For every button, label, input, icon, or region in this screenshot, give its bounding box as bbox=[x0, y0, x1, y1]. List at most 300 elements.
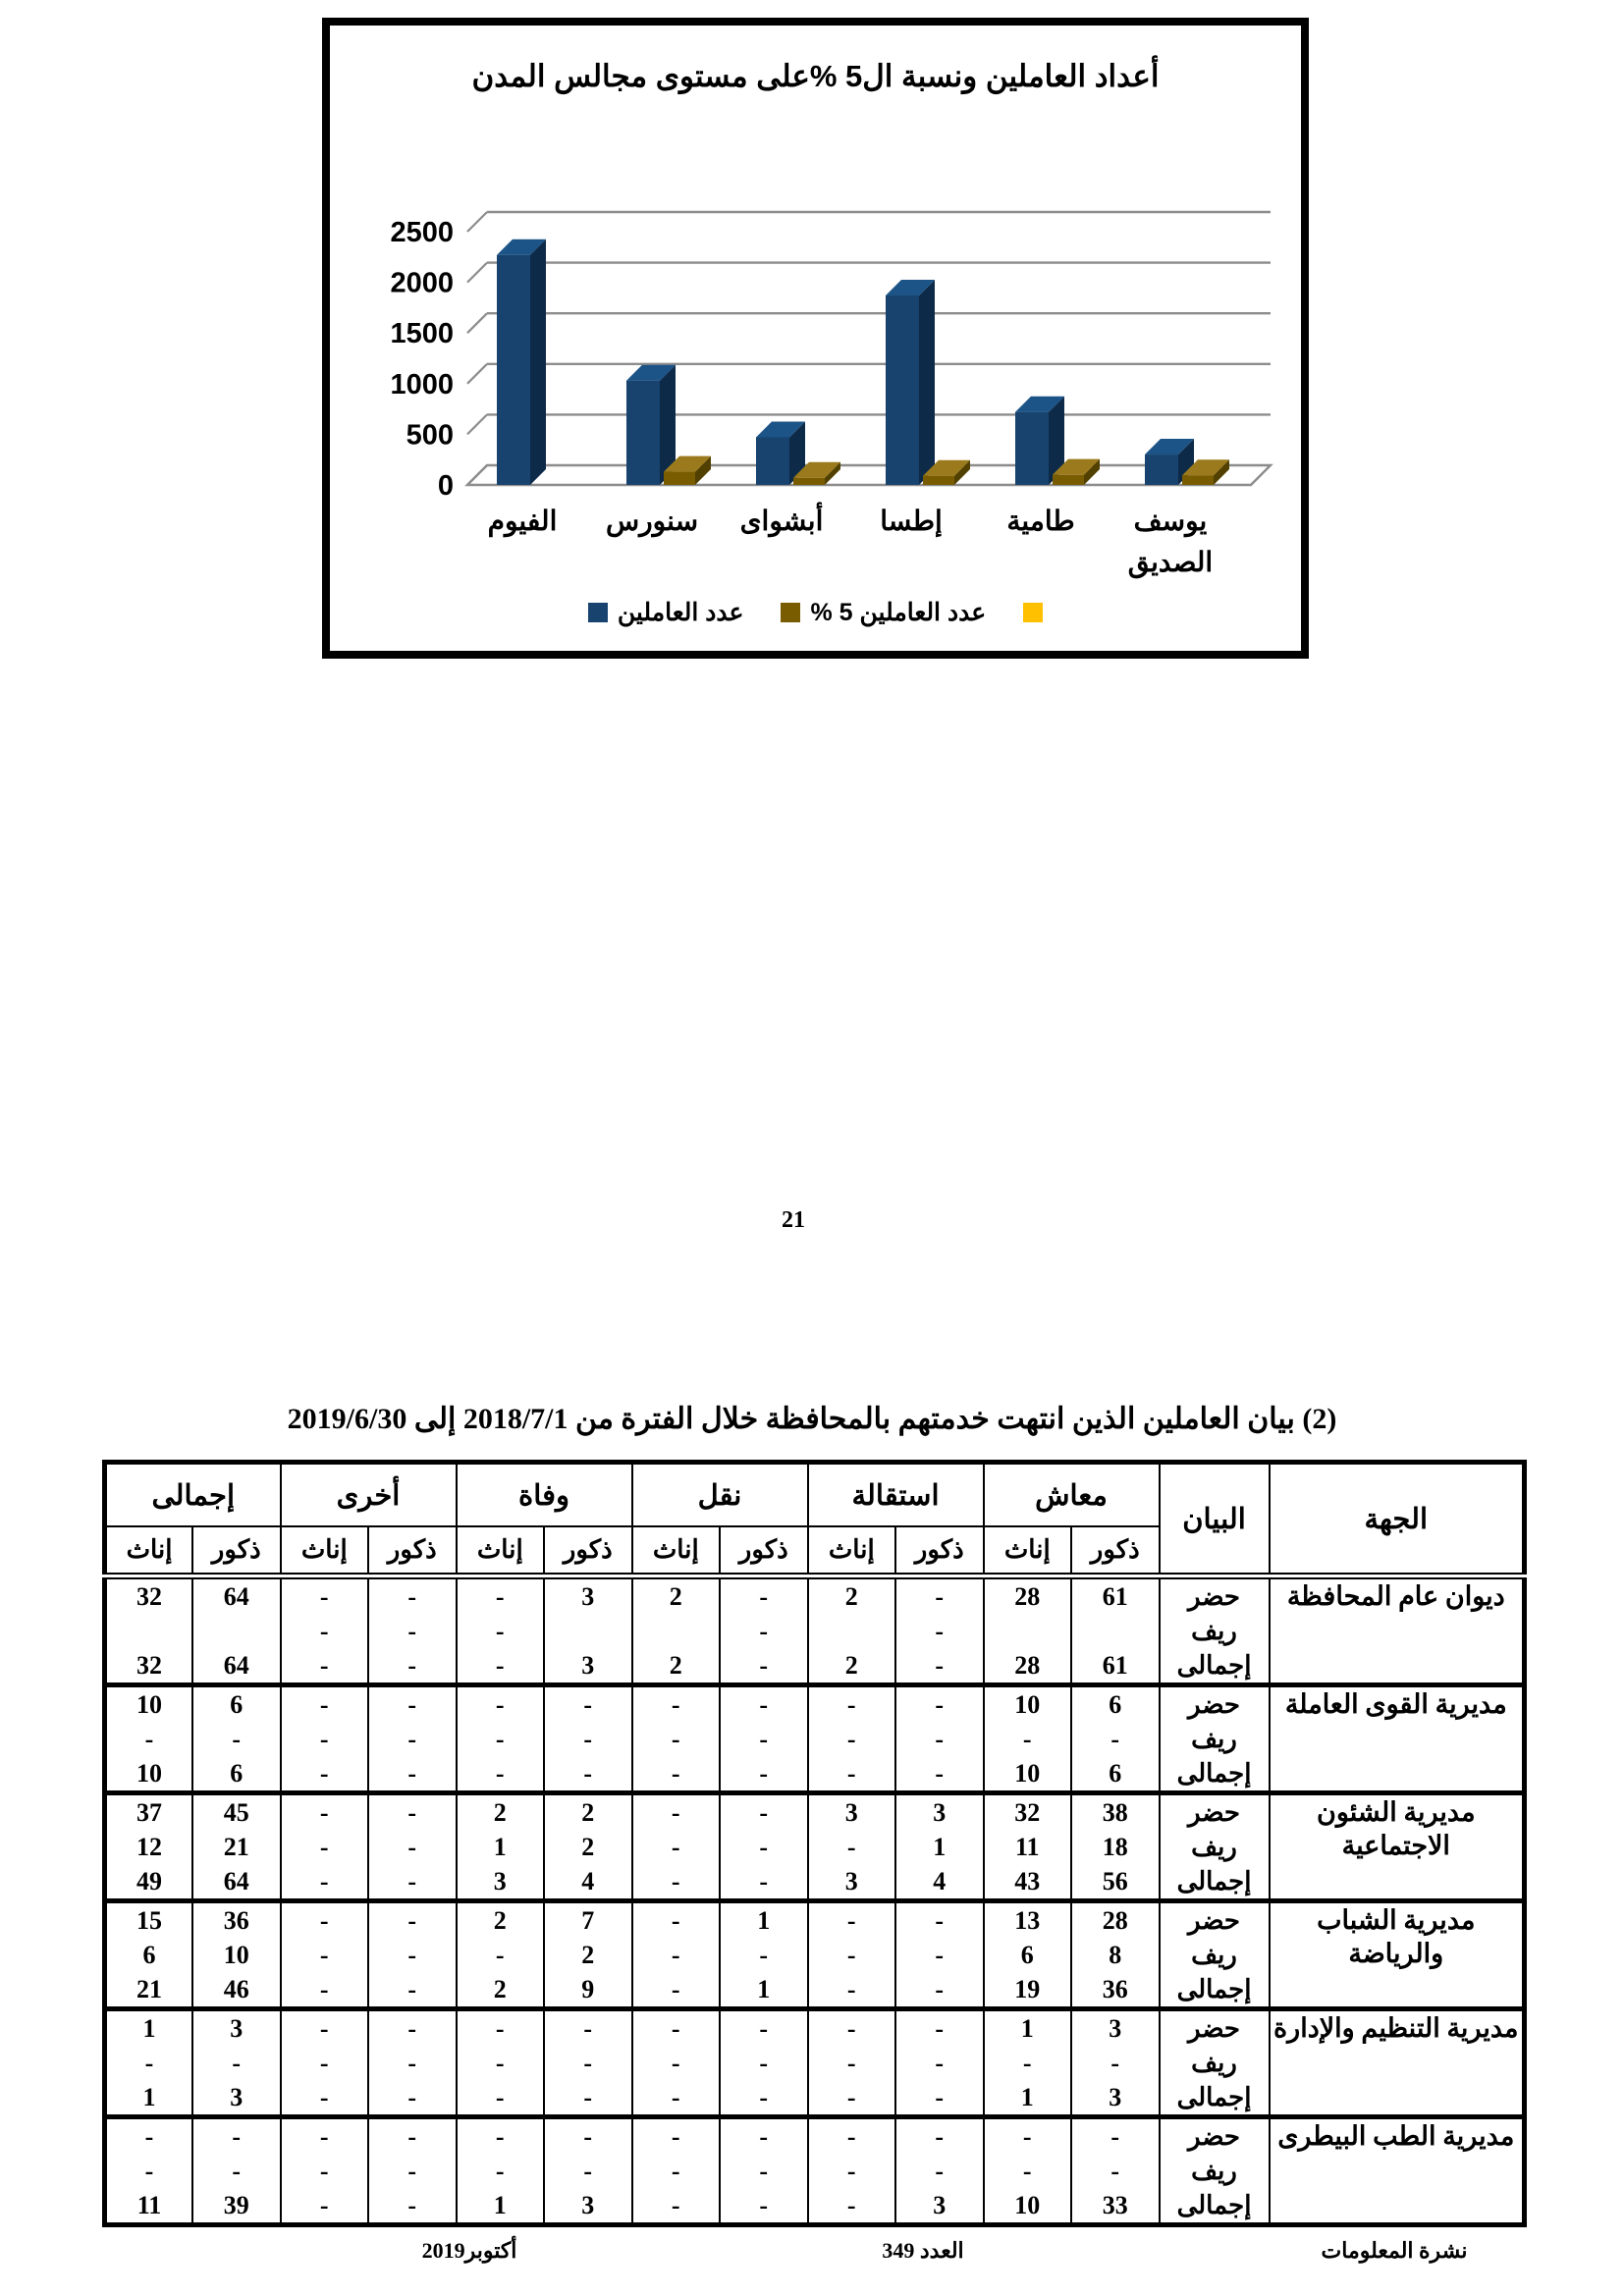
value-line: 64 bbox=[223, 1651, 249, 1680]
value-line bbox=[193, 1614, 280, 1648]
value-line: - bbox=[671, 2083, 680, 2111]
value-line: - bbox=[759, 1582, 769, 1611]
value-line: - bbox=[407, 2122, 417, 2151]
footer-issue-number: العدد 349 bbox=[882, 2238, 964, 2263]
value-line: 43 bbox=[1014, 1867, 1041, 1896]
chart-title: أعداد العاملين ونسبة ال5 %على مستوى مجالس المدن bbox=[471, 59, 1160, 93]
value-line: - bbox=[846, 1725, 856, 1753]
value-line: 19 bbox=[1014, 1975, 1041, 2003]
footer-date: أكتوبر2019 bbox=[421, 2238, 517, 2263]
value-line: - bbox=[319, 1975, 329, 2003]
value-line: - bbox=[846, 2122, 856, 2151]
table-cell bbox=[1071, 1685, 1160, 1793]
table-cell bbox=[720, 1576, 808, 1685]
table-cell bbox=[544, 1901, 632, 2009]
statement-line: إجمالى bbox=[1176, 1975, 1252, 2003]
value-line: - bbox=[935, 1941, 945, 1969]
value-line: - bbox=[319, 2122, 329, 2151]
statement-line: ريف bbox=[1191, 2157, 1237, 2185]
value-line: 3 bbox=[933, 1798, 947, 1827]
value-line: - bbox=[935, 1759, 945, 1788]
table-cell bbox=[984, 2009, 1072, 2117]
table-cell bbox=[281, 1685, 369, 1793]
table-cell bbox=[105, 1901, 193, 2009]
legend-swatch-icon bbox=[1023, 603, 1043, 622]
value-line: - bbox=[671, 1906, 680, 1935]
value-line: 46 bbox=[223, 1975, 249, 2003]
table-cell bbox=[808, 2117, 896, 2225]
entity-cell: مديرية التنظيم والإدارة bbox=[1270, 2009, 1525, 2117]
table-cell bbox=[808, 2009, 896, 2117]
table-row bbox=[105, 1576, 1525, 1685]
value-line: - bbox=[935, 1725, 945, 1753]
value-line: - bbox=[319, 1725, 329, 1753]
statement-line: إجمالى bbox=[1176, 1759, 1252, 1788]
value-line: - bbox=[583, 2014, 593, 2043]
value-line: 61 bbox=[1102, 1582, 1128, 1611]
entity-cell: مديرية الطب البيطرى bbox=[1270, 2117, 1525, 2225]
table-cell bbox=[368, 2009, 457, 2117]
value-line: 15 bbox=[136, 1906, 162, 1935]
value-line: 1 bbox=[493, 2191, 507, 2219]
value-line: - bbox=[407, 1725, 417, 1753]
value-line: - bbox=[759, 1651, 769, 1680]
value-line: 10 bbox=[223, 1941, 249, 1969]
value-line: - bbox=[846, 2157, 856, 2185]
value-line: 33 bbox=[1102, 2191, 1128, 2219]
value-line: - bbox=[495, 1725, 505, 1753]
value-line: - bbox=[759, 1867, 769, 1896]
table-cell bbox=[281, 1901, 369, 2009]
table-body bbox=[105, 1576, 1525, 2225]
value-line: 45 bbox=[223, 1798, 249, 1827]
statement-line: حضر bbox=[1188, 1690, 1240, 1719]
table-cell bbox=[544, 1793, 632, 1901]
table-cell bbox=[281, 2117, 369, 2225]
legend-swatch-icon bbox=[781, 603, 800, 622]
table-cell bbox=[895, 2009, 984, 2117]
statement-line: حضر bbox=[1188, 1798, 1240, 1827]
value-line: - bbox=[583, 1690, 593, 1719]
table-cell bbox=[281, 1576, 369, 1685]
value-line: 11 bbox=[1014, 1833, 1040, 1861]
table-cell bbox=[720, 2117, 808, 2225]
value-line: 18 bbox=[1102, 1833, 1128, 1861]
value-line: - bbox=[759, 1725, 769, 1753]
value-line: 56 bbox=[1102, 1867, 1128, 1896]
table-cell bbox=[368, 1901, 457, 2009]
table-cell bbox=[105, 1576, 193, 1685]
header-group: معاش bbox=[984, 1463, 1160, 1527]
statement-line: إجمالى bbox=[1176, 1867, 1252, 1896]
table-row bbox=[105, 1793, 1525, 1901]
value-line: - bbox=[319, 1651, 329, 1680]
gridline-tick bbox=[467, 364, 487, 384]
value-line: - bbox=[319, 1582, 329, 1611]
value-line: - bbox=[232, 2157, 242, 2185]
value-line: - bbox=[407, 1798, 417, 1827]
header-group: استقالة bbox=[808, 1463, 984, 1527]
table-cell bbox=[895, 1901, 984, 2009]
entity-cell: مديرية الشئون الاجتماعية bbox=[1270, 1793, 1525, 1901]
gridline-tick bbox=[467, 414, 487, 434]
header-sub-males: ذكور bbox=[544, 1526, 632, 1576]
value-line: - bbox=[759, 2014, 769, 2043]
table-cell bbox=[895, 1793, 984, 1901]
table-cell bbox=[984, 1685, 1072, 1793]
statement-line: حضر bbox=[1188, 2014, 1240, 2043]
value-line: - bbox=[671, 1833, 680, 1861]
value-line: 6 bbox=[1020, 1941, 1034, 1969]
table-cell bbox=[1071, 2117, 1160, 2225]
value-line: 2 bbox=[669, 1651, 682, 1680]
value-line: 7 bbox=[581, 1906, 595, 1935]
value-line: - bbox=[1110, 1725, 1120, 1753]
table-cell bbox=[808, 1576, 896, 1685]
table-cell bbox=[895, 1576, 984, 1685]
value-line: 13 bbox=[1014, 1906, 1041, 1935]
table-cell bbox=[457, 2009, 545, 2117]
value-line bbox=[633, 1614, 720, 1648]
table-cell bbox=[105, 2117, 193, 2225]
table-cell bbox=[632, 1901, 721, 2009]
value-line: - bbox=[671, 1941, 680, 1969]
table-row bbox=[105, 2117, 1525, 2225]
table-cell bbox=[720, 2009, 808, 2117]
value-line: 1 bbox=[493, 1833, 507, 1861]
value-line: 11 bbox=[136, 2191, 162, 2219]
value-line: 3 bbox=[844, 1798, 858, 1827]
table-cell bbox=[632, 2117, 721, 2225]
value-line: 21 bbox=[136, 1975, 162, 2003]
table-cell bbox=[808, 1793, 896, 1901]
value-line: 1 bbox=[933, 1833, 947, 1861]
value-line: 32 bbox=[136, 1582, 162, 1611]
table-cell bbox=[192, 1576, 281, 1685]
value-line bbox=[809, 1614, 895, 1648]
value-line: 3 bbox=[581, 1651, 595, 1680]
value-line: - bbox=[319, 1941, 329, 1969]
value-line: - bbox=[319, 2014, 329, 2043]
value-line: - bbox=[407, 2014, 417, 2043]
value-line: - bbox=[759, 2157, 769, 2185]
value-line: - bbox=[1110, 2049, 1120, 2077]
value-line: 3 bbox=[230, 2083, 244, 2111]
value-line: - bbox=[935, 2014, 945, 2043]
statement-line: ريف bbox=[1191, 1833, 1237, 1861]
category-label: أبشواى bbox=[739, 506, 824, 536]
statement-cell bbox=[1160, 1685, 1270, 1793]
value-line: - bbox=[583, 1725, 593, 1753]
table-cell bbox=[984, 1901, 1072, 2009]
category-label: طامية bbox=[1006, 506, 1075, 536]
value-line: - bbox=[495, 1941, 505, 1969]
value-line: 3 bbox=[933, 2191, 947, 2219]
table-cell bbox=[281, 1793, 369, 1901]
y-axis-label: 0 bbox=[437, 470, 454, 502]
value-line: - bbox=[319, 2157, 329, 2185]
header-sub-males: ذكور bbox=[1071, 1526, 1160, 1576]
bar-five-percent bbox=[1182, 475, 1214, 485]
table-cell bbox=[984, 1793, 1072, 1901]
value-line: - bbox=[759, 2122, 769, 2151]
value-line: 1 bbox=[142, 2014, 156, 2043]
value-line: - bbox=[319, 1798, 329, 1827]
value-line: - bbox=[671, 1725, 680, 1753]
table-cell bbox=[192, 2117, 281, 2225]
value-line: 3 bbox=[1109, 2014, 1122, 2043]
statement-line: إجمالى bbox=[1176, 1651, 1252, 1680]
table-cell bbox=[720, 1901, 808, 2009]
bar-workers bbox=[1145, 454, 1178, 485]
value-line: 38 bbox=[1102, 1798, 1128, 1827]
table-cell bbox=[632, 2009, 721, 2117]
table-cell bbox=[368, 1576, 457, 1685]
table-cell bbox=[192, 1685, 281, 1793]
value-line: - bbox=[846, 1941, 856, 1969]
header-sub-females: إناث bbox=[457, 1526, 545, 1576]
value-line: 3 bbox=[1109, 2083, 1122, 2111]
value-line: 39 bbox=[223, 2191, 249, 2219]
value-line: 3 bbox=[493, 1867, 507, 1896]
value-line: 28 bbox=[1014, 1651, 1041, 1680]
category-label: الصديق bbox=[1127, 547, 1214, 577]
header-sub-females: إناث bbox=[808, 1526, 896, 1576]
table-cell bbox=[808, 1685, 896, 1793]
value-line bbox=[107, 1614, 191, 1648]
statement-cell bbox=[1160, 1576, 1270, 1685]
table-cell bbox=[457, 1576, 545, 1685]
value-line: 10 bbox=[1014, 1759, 1041, 1788]
value-line: 10 bbox=[136, 1690, 162, 1719]
value-line: - bbox=[495, 2157, 505, 2185]
value-line: 1 bbox=[142, 2083, 156, 2111]
bar-five-percent bbox=[664, 472, 695, 485]
value-line: - bbox=[846, 2191, 856, 2219]
value-line: 3 bbox=[581, 2191, 595, 2219]
table-cell bbox=[984, 1576, 1072, 1685]
value-line: - bbox=[407, 2157, 417, 2185]
bar-workers-side bbox=[530, 240, 546, 485]
legend-item bbox=[1023, 603, 1043, 622]
value-line: - bbox=[846, 2014, 856, 2043]
header-group: وفاة bbox=[457, 1463, 632, 1527]
value-line: 6 bbox=[230, 1690, 244, 1719]
value-line: - bbox=[1022, 2157, 1032, 2185]
value-line: - bbox=[671, 2122, 680, 2151]
table-cell bbox=[105, 1685, 193, 1793]
statement-cell bbox=[1160, 2009, 1270, 2117]
value-line: - bbox=[1110, 2157, 1120, 2185]
value-line: - bbox=[1022, 2049, 1032, 2077]
value-line: - bbox=[935, 1975, 945, 2003]
value-line: 21 bbox=[223, 1833, 249, 1861]
value-line: - bbox=[495, 1651, 505, 1680]
value-line: 49 bbox=[136, 1867, 162, 1896]
value-line: 2 bbox=[581, 1941, 595, 1969]
statement-line: إجمالى bbox=[1176, 2191, 1252, 2219]
y-axis-label: 1000 bbox=[390, 368, 454, 400]
table-cell bbox=[368, 1685, 457, 1793]
value-line: - bbox=[144, 2049, 154, 2077]
gridline-tick bbox=[467, 313, 487, 333]
statement-cell bbox=[1160, 2117, 1270, 2225]
legend-item bbox=[781, 598, 986, 627]
bar-five-percent bbox=[923, 476, 954, 485]
value-line: - bbox=[319, 1833, 329, 1861]
statement-line: حضر bbox=[1188, 1906, 1240, 1935]
value-line: - bbox=[671, 1798, 680, 1827]
value-line: - bbox=[935, 1582, 945, 1611]
header-statement: البيان bbox=[1160, 1463, 1270, 1576]
category-label: يوسف bbox=[1133, 506, 1208, 536]
value-line: - bbox=[671, 2191, 680, 2219]
value-line: 10 bbox=[1014, 2191, 1041, 2219]
value-line: - bbox=[671, 2014, 680, 2043]
table-cell bbox=[984, 2117, 1072, 2225]
value-line: - bbox=[671, 1759, 680, 1788]
value-line: - bbox=[495, 1759, 505, 1788]
value-line: - bbox=[407, 1867, 417, 1896]
value-line: 36 bbox=[223, 1906, 249, 1935]
header-group: أخرى bbox=[281, 1463, 457, 1527]
table-cell bbox=[281, 2009, 369, 2117]
legend-label: عدد العاملين 5 % bbox=[810, 599, 987, 626]
value-line: - bbox=[407, 1651, 417, 1680]
statement-line: إجمالى bbox=[1176, 2083, 1252, 2111]
table-cell bbox=[808, 1901, 896, 2009]
value-line: - bbox=[846, 2083, 856, 2111]
value-line bbox=[545, 1614, 631, 1648]
bar-workers-side bbox=[919, 280, 935, 485]
header-sub-males: ذكور bbox=[720, 1526, 808, 1576]
value-line: 2 bbox=[669, 1582, 682, 1611]
table-title: (2) بيان العاملين الذين انتهت خدمتهم بالمحافظة خلال الفترة من 2018/7/1 إلى 2019/6/30 bbox=[287, 1403, 1337, 1435]
value-line: - bbox=[1022, 1725, 1032, 1753]
value-line: - bbox=[495, 2083, 505, 2111]
value-line: 9 bbox=[581, 1975, 595, 2003]
value-line: 4 bbox=[581, 1867, 595, 1896]
statement-line: حضر bbox=[1188, 2122, 1240, 2151]
header-group: نقل bbox=[632, 1463, 808, 1527]
value-line: 1 bbox=[1020, 2083, 1034, 2111]
value-line: 10 bbox=[136, 1759, 162, 1788]
value-line: - bbox=[759, 2049, 769, 2077]
value-line: - bbox=[495, 2049, 505, 2077]
entity-cell: ديوان عام المحافظة bbox=[1270, 1576, 1525, 1685]
value-line: 6 bbox=[230, 1759, 244, 1788]
value-line: - bbox=[759, 1690, 769, 1719]
y-axis-label: 2000 bbox=[390, 267, 454, 299]
header-entity: الجهة bbox=[1270, 1463, 1525, 1576]
footer-bulletin-name: نشرة المعلومات bbox=[1321, 2238, 1468, 2263]
value-line: - bbox=[671, 2157, 680, 2185]
table-cell bbox=[720, 1793, 808, 1901]
value-line: - bbox=[407, 1582, 417, 1611]
value-line: - bbox=[495, 2122, 505, 2151]
bar-workers bbox=[886, 295, 919, 485]
value-line: - bbox=[671, 1867, 680, 1896]
table-cell bbox=[192, 1793, 281, 1901]
header-row-1 bbox=[105, 1463, 1525, 1527]
value-line: - bbox=[495, 1582, 505, 1611]
value-line: - bbox=[407, 1833, 417, 1861]
value-line: 6 bbox=[1109, 1690, 1122, 1719]
table-cell bbox=[105, 2009, 193, 2117]
value-line: - bbox=[583, 1759, 593, 1788]
value-line: - bbox=[495, 2014, 505, 2043]
bar-workers bbox=[756, 437, 789, 485]
table-cell bbox=[368, 1793, 457, 1901]
value-line: - bbox=[846, 1833, 856, 1861]
y-axis-label: 500 bbox=[406, 419, 454, 452]
value-line: 1 bbox=[757, 1975, 771, 2003]
value-line: - bbox=[846, 1759, 856, 1788]
gridline-tick bbox=[467, 212, 487, 232]
page-number: 21 bbox=[782, 1207, 805, 1233]
chart-plot-area bbox=[330, 26, 1301, 651]
statement-cell bbox=[1160, 1793, 1270, 1901]
termination-table bbox=[102, 1460, 1527, 2227]
legend-swatch-icon bbox=[588, 603, 608, 622]
value-line: - bbox=[935, 2083, 945, 2111]
value-line: 32 bbox=[1014, 1798, 1041, 1827]
value-line: - bbox=[407, 1690, 417, 1719]
value-line: 61 bbox=[1102, 1651, 1128, 1680]
value-line: 10 bbox=[1014, 1690, 1041, 1719]
value-line: - bbox=[144, 1725, 154, 1753]
value-line: - bbox=[759, 1833, 769, 1861]
bar-workers bbox=[626, 381, 660, 485]
table-cell bbox=[1071, 1793, 1160, 1901]
table-cell bbox=[457, 1901, 545, 2009]
legend-item bbox=[588, 598, 744, 627]
entity-cell: مديرية القوى العاملة bbox=[1270, 1685, 1525, 1793]
header-sub-females: إناث bbox=[632, 1526, 721, 1576]
header-sub-females: إناث bbox=[281, 1526, 369, 1576]
value-line: - bbox=[846, 2049, 856, 2077]
header-sub-males: ذكور bbox=[368, 1526, 457, 1576]
table-cell bbox=[544, 1685, 632, 1793]
value-line: 3 bbox=[230, 2014, 244, 2043]
value-line: - bbox=[935, 2157, 945, 2185]
bar-workers bbox=[1015, 412, 1049, 485]
statement-line: ريف bbox=[1191, 1941, 1237, 1969]
category-label: سنورس bbox=[605, 506, 699, 536]
value-line: - bbox=[846, 1906, 856, 1935]
header-sub-males: ذكور bbox=[895, 1526, 984, 1576]
value-line: - bbox=[232, 2122, 242, 2151]
bar-five-percent bbox=[793, 478, 825, 485]
value-line: 1 bbox=[1020, 2014, 1034, 2043]
table-cell bbox=[632, 1793, 721, 1901]
value-line: - bbox=[583, 2157, 593, 2185]
value-line: 6 bbox=[142, 1941, 156, 1969]
value-line: - bbox=[846, 1690, 856, 1719]
value-line: - bbox=[759, 1941, 769, 1969]
value-line: 2 bbox=[844, 1582, 858, 1611]
value-line: - bbox=[935, 1651, 945, 1680]
value-line: - bbox=[846, 1975, 856, 2003]
value-line: - bbox=[1022, 2122, 1032, 2151]
value-line: - bbox=[407, 1617, 417, 1645]
y-axis-label: 1500 bbox=[390, 318, 454, 350]
table-cell bbox=[1071, 1901, 1160, 2009]
table-cell bbox=[192, 1901, 281, 2009]
table-cell bbox=[544, 1576, 632, 1685]
value-line: - bbox=[495, 1617, 505, 1645]
table-row bbox=[105, 1685, 1525, 1793]
